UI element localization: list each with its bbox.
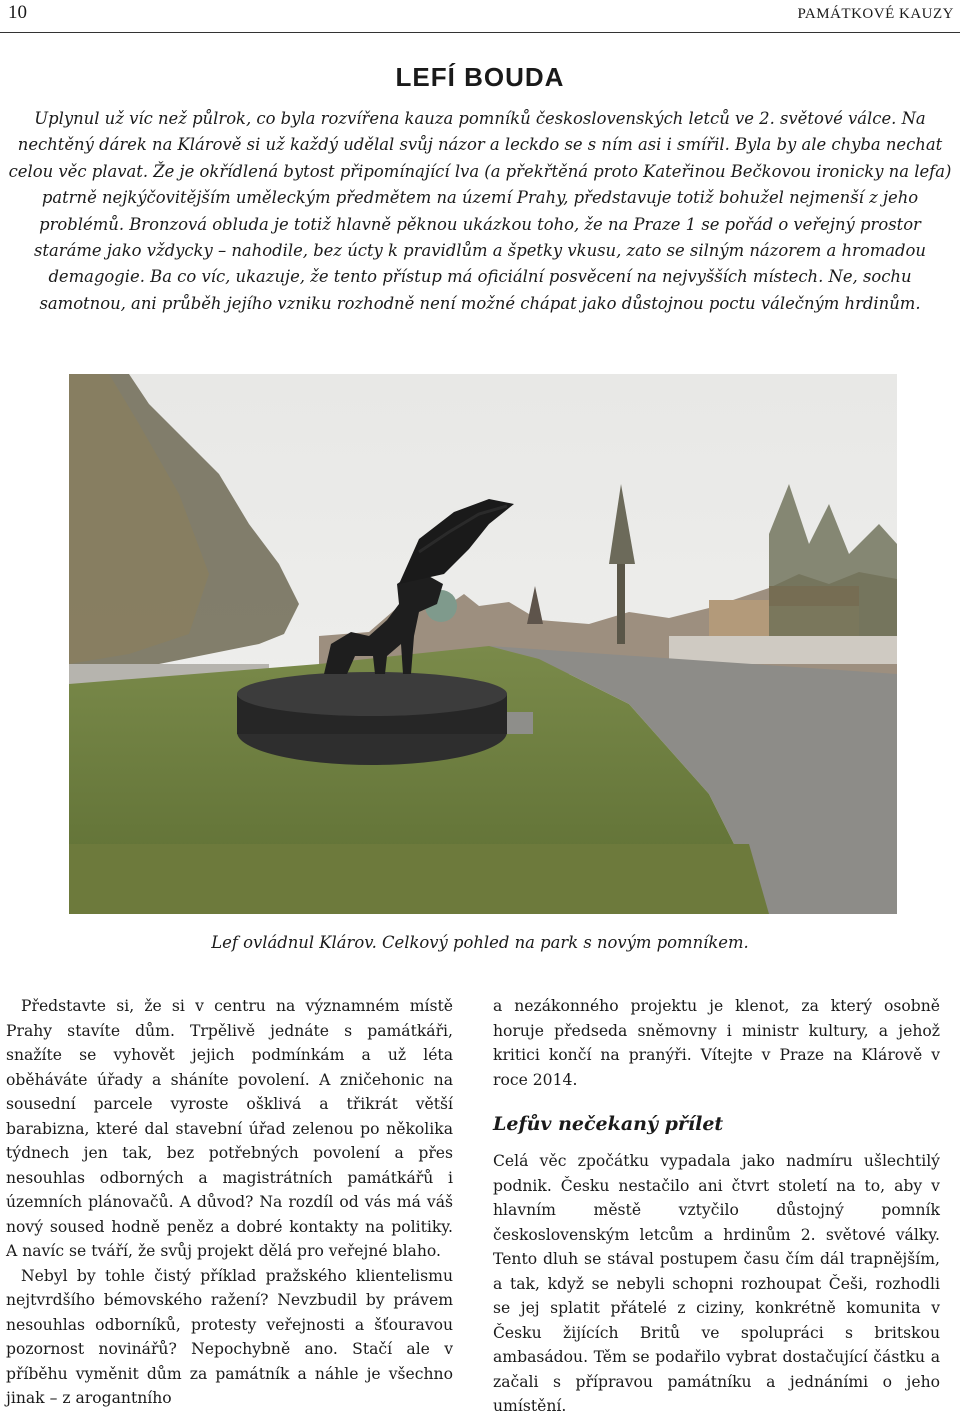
photo-caption: Lef ovládnul Klárov. Celkový pohled na park s novým pomníkem.	[211, 933, 749, 952]
paragraph: Celá věc zpočátku vypadala jako nadmíru ušlechtilý podnik. Česku nestačilo ani čtvrt století na to, aby v hlavním městě vztyčilo důstojný pomník československým letcům a hrdinům 2. světové války. Tento dluh se stával postupem času čím dál trapnějším, a tak, když se nebyli schopni rozhoupat Češi, rozhodli se jej splatit přátelé z ciziny, konkrétně komunita v Česku žijících Britů ve spolupráci s britskou ambasádou. Těm se podařilo vybrat dostačující částku a začali s přípravou památníku a jednáními o jeho umístění.	[493, 1152, 940, 1415]
right-column	[493, 994, 940, 1419]
article-title: LEFÍ BOUDA	[395, 62, 565, 92]
running-head: PAMÁTKOVÉ KAUZY	[797, 6, 954, 22]
paragraph: Nebyl by tohle čistý příklad pražského klientelismu nejtvrdšího bémovského ražení? Nevzbudil by právem nesouhlas odborníků, protesty veřejnosti a šťouravou pozornost novinářů? Nepochybně ano. Stačí ale v příběhu vyměnit dům za památník a náhle je všechno jinak – z arogantního	[6, 1266, 453, 1407]
left-column	[6, 994, 453, 1411]
paragraph: a nezákonného projektu je klenot, za který osobně horuje předseda sněmovny i ministr kultury, a jehož kritici končí na pranýři. Vítejte v Praze na Klárově v roce 2014.	[493, 997, 940, 1089]
article-lead: Uplynul už víc než půlrok, co byla rozvířena kauza pomníků československých letců ve 2. světové válce. Na nechtěný dárek na Klárově si už každý udělal svůj názor a leckdo se s ním asi i smířil. Byla by ale chyba nechat celou věc plavat. Že je okřídlená bytost připomínající lva (a překřtěná proto Kateřinou Bečkovou ironicky na lefa) patrně nejkýčovitějším uměleckým předmětem na území Prahy, představuje totiž bohužel nejmenší z jeho problémů. Bronzová obluda je totiž hlavně pěknou ukázkou toho, že na Praze 1 se pořád o veřejný prostor staráme jako vždycky – nahodile, bez úcty k pravidlům a špetky vkusu, zato se silným názorem a hromadou demagogie. Ba co víc, ukazuje, že tento přístup má oficiální posvěcení na nejvyšších místech. Ne, sochu samotnou, ani průběh jejího vzniku rozhodně není možné chápat jako důstojnou poctu válečným hrdinům.	[8, 109, 952, 313]
section-subheading: Lefův nečekaný přílet	[493, 1113, 724, 1135]
park-monument-illustration	[69, 374, 897, 914]
paragraph: Představte si, že si v centru na významném místě Prahy stavíte dům. Trpělivě jednáte s památkáři, snažíte se vyhovět jejich podmínkám a už léta oběháváte úřady a sháníte povolení. A zničehonic na sousední parcele vyroste ošklivá a třikrát větší barabizna, které dal stavební úřad zelenou po několika týdnech jen tak, bez potřebných povolení a přes nesouhlas odborných a magistrátních památkářů i územních plánovačů. A důvod? Na rozdíl od vás má váš nový soused hodně peněz a dobré kontakty na politiky. A navíc se tváří, že svůj projekt dělá pro veřejné blaho.	[6, 997, 453, 1260]
article-photo	[69, 374, 897, 914]
header-rule	[0, 32, 960, 33]
page-number: 10	[8, 2, 27, 23]
page-header	[0, 0, 960, 36]
